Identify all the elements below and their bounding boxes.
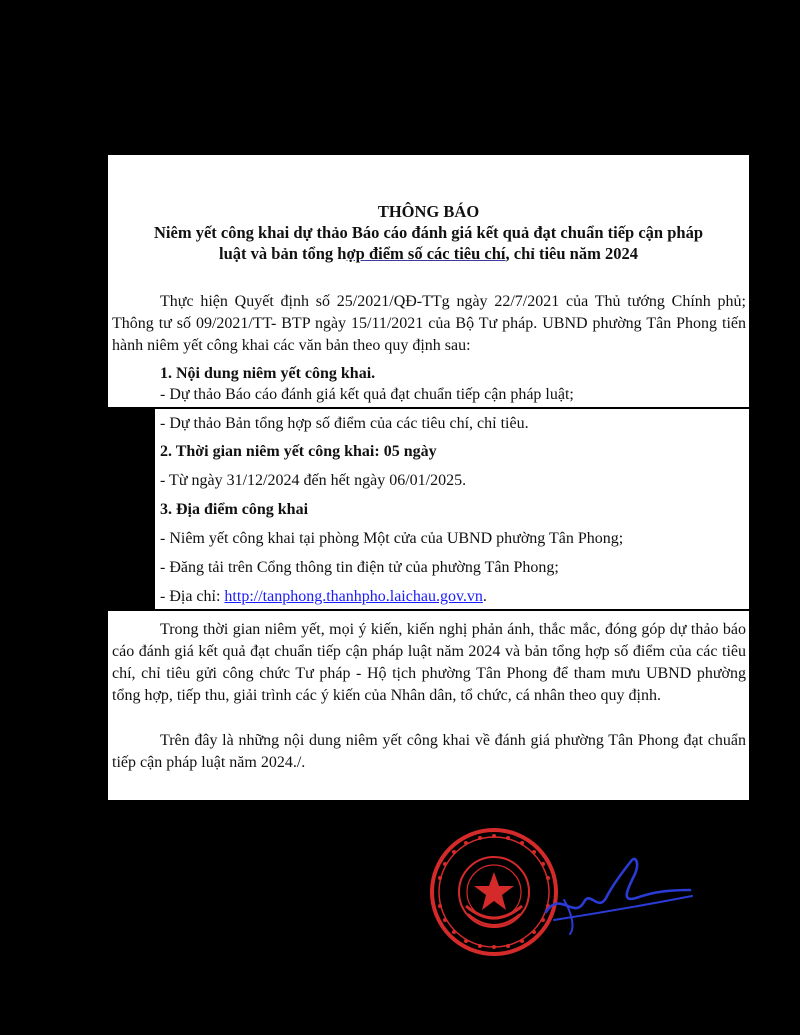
document-panel-top (108, 155, 749, 407)
notice-subtitle-line2 (108, 243, 749, 264)
subtitle-part-a: luật và bản tổng h (219, 244, 347, 263)
address-suffix: . (482, 588, 487, 605)
address-line (160, 586, 487, 608)
intro-paragraph: Thực hiện Quyết định số 25/2021/QĐ-TTg ngày 22/7/2021 của Thủ tướng Chính phủ; Thông tư số 09/2021/TT- BTP ngày 15/11/2021 của Bộ Tư pháp. UBND phường Tân Phong tiến hành niêm yết công khai các văn bản theo quy định sau: (112, 293, 746, 354)
section2-item1: - Từ ngày 31/12/2024 đến hết ngày 06/01/2025. (160, 472, 467, 489)
notice-subtitle-line1: Niêm yết công khai dự thảo Báo cáo đánh giá kết quả đạt chuẩn tiếp cận pháp (154, 223, 703, 242)
notice-title: THÔNG BÁO (377, 202, 480, 221)
website-link[interactable]: http://tanphong.thanhpho.laichau.gov.vn (224, 588, 483, 605)
section3-heading: 3. Địa điểm công khai (160, 501, 309, 518)
document-panel-middle (155, 409, 749, 609)
document-panel-bottom (108, 611, 749, 800)
section1-item1: - Dự thảo Báo cáo đánh giá kết quả đạt chuẩn tiếp cận pháp luật; (160, 386, 574, 403)
section2-heading: 2. Thời gian niêm yết công khai: 05 ngày (160, 443, 437, 460)
section3-item2: - Đăng tải trên Cổng thông tin điện tử của phường Tân Phong; (160, 559, 559, 576)
signature-icon (540, 850, 700, 940)
subtitle-part-b: ợp điểm số các tiêu chí (346, 244, 506, 263)
section1-heading: 1. Nội dung niêm yết công khai. (160, 365, 376, 382)
feedback-paragraph: Trong thời gian niêm yết, mọi ý kiến, kiến nghị phản ánh, thắc mắc, đóng góp dự thảo báo cáo đánh giá kết quả đạt chuẩn tiếp cận pháp luật năm 2024 và bản tổng hợp số điểm của các tiêu chí, chỉ tiêu gửi công chức Tư pháp - Hộ tịch phường Tân Phong để tham mưu UBND phường tổng hợp, tiếp thu, giải trình các ý kiến của Nhân dân, tổ chức, cá nhân theo quy định. (112, 621, 746, 704)
closing-paragraph: Trên đây là những nội dung niêm yết công khai về đánh giá phường Tân Phong đạt chuẩn tiếp cận pháp luật năm 2024./. (112, 732, 746, 771)
section1-item2: - Dự thảo Bản tổng hợp số điểm của các tiêu chí, chỉ tiêu. (160, 415, 529, 432)
address-prefix: - Địa chỉ: (160, 588, 225, 605)
subtitle-part-c: , chỉ tiêu năm 2024 (505, 244, 638, 263)
section3-item1: - Niêm yết công khai tại phòng Một cửa của UBND phường Tân Phong; (160, 530, 624, 547)
